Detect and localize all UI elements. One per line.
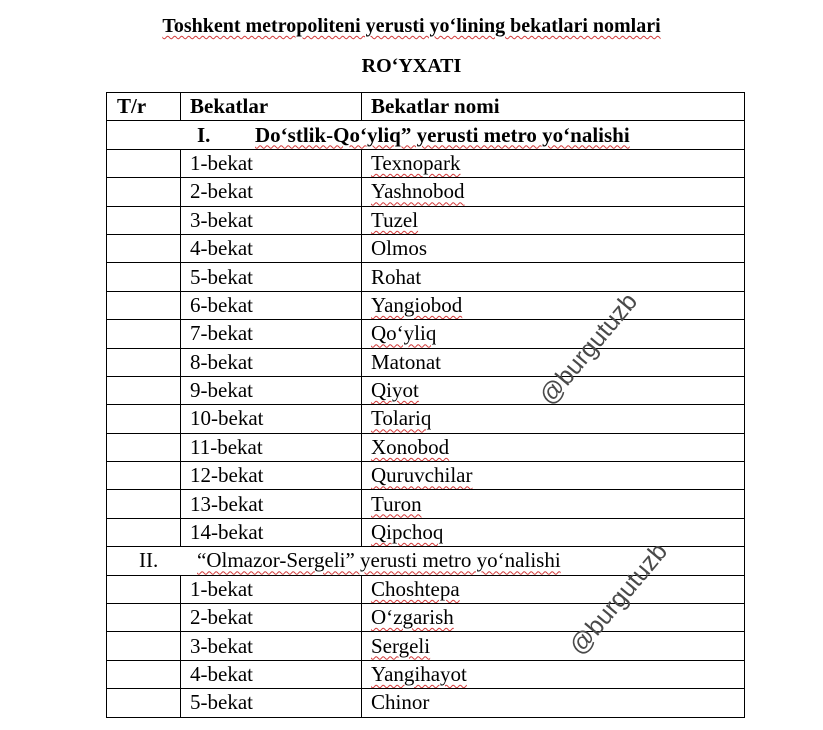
station-name: Yangihayot <box>371 662 467 686</box>
row-number-cell <box>107 149 181 177</box>
station-name-cell <box>362 632 745 660</box>
station-name: Yangiobod <box>371 292 463 317</box>
station-name: Tolariq <box>371 406 432 431</box>
station-name: Turon <box>371 491 422 516</box>
station-name-cell <box>362 660 745 688</box>
station-label-cell: 11-bekat <box>181 433 362 461</box>
row-number-cell <box>107 348 181 376</box>
section-name: Do‘stlik-Qo‘yliq” yerusti metro yo‘nalishi <box>255 122 630 147</box>
station-label-cell: 12-bekat <box>181 462 362 490</box>
station-label-cell: 13-bekat <box>181 490 362 518</box>
section-name: “Olmazor-Sergeli” yerusti metro yo‘nalishi <box>197 548 561 573</box>
station-name-cell <box>362 518 745 546</box>
row-number-cell <box>107 376 181 404</box>
station-name-cell <box>362 263 745 291</box>
station-name: Qipchoq <box>371 520 444 545</box>
station-label-cell: 9-bekat <box>181 376 362 404</box>
section-number: I. <box>197 122 211 147</box>
station-label-cell: 3-bekat <box>181 632 362 660</box>
table-row <box>107 405 745 433</box>
table-row <box>107 433 745 461</box>
section-title <box>107 121 745 149</box>
station-label-cell: 1-bekat <box>181 575 362 603</box>
row-number-cell <box>107 206 181 234</box>
table-header-row <box>107 93 745 121</box>
row-number-cell <box>107 263 181 291</box>
table-row <box>107 263 745 291</box>
station-label-cell: 2-bekat <box>181 178 362 206</box>
station-label-cell: 4-bekat <box>181 234 362 262</box>
station-name: Matonat <box>371 349 441 374</box>
station-label-cell: 5-bekat <box>181 263 362 291</box>
row-number-cell <box>107 660 181 688</box>
row-number-cell <box>107 518 181 546</box>
station-name: Texnopark <box>371 150 461 175</box>
station-name-cell <box>362 234 745 262</box>
row-number-cell <box>107 632 181 660</box>
table-row <box>107 234 745 262</box>
station-name-cell <box>362 604 745 632</box>
station-name: Quruvchilar <box>371 463 473 488</box>
station-name: Chinor <box>371 690 430 715</box>
station-name-cell <box>362 575 745 603</box>
station-label-cell: 3-bekat <box>181 206 362 234</box>
station-name: Yashnobod <box>371 179 465 204</box>
table-row <box>107 320 745 348</box>
table-row <box>107 689 745 717</box>
station-label-cell: 10-bekat <box>181 405 362 433</box>
station-name: Rohat <box>371 264 422 289</box>
document-subtitle: RO‘YXATI <box>361 55 462 77</box>
station-name-cell <box>362 149 745 177</box>
station-name-cell <box>362 178 745 206</box>
row-number-cell <box>107 178 181 206</box>
table-row <box>107 291 745 319</box>
station-name-cell <box>362 462 745 490</box>
station-name-cell <box>362 433 745 461</box>
row-number-cell <box>107 604 181 632</box>
watermark-text: @burgutuzb <box>563 537 674 661</box>
station-name: Choshtepa <box>371 576 460 601</box>
table-row <box>107 490 745 518</box>
station-label-cell: 7-bekat <box>181 320 362 348</box>
station-name: Xonobod <box>371 434 450 459</box>
row-number-cell <box>107 490 181 518</box>
table-row <box>107 348 745 376</box>
row-number-cell <box>107 291 181 319</box>
station-name: Qo‘yliq <box>371 321 437 346</box>
document-title: Toshkent metropoliteni yerusti yo‘lining bekatlari nomlari <box>162 15 661 37</box>
header-station-names: Bekatlar nomi <box>362 93 745 121</box>
table-row <box>107 376 745 404</box>
stations-table <box>106 92 745 718</box>
section-number: II. <box>139 548 159 573</box>
header-stations: Bekatlar <box>181 93 362 121</box>
station-name: O‘zgarish <box>371 605 454 630</box>
row-number-cell <box>107 575 181 603</box>
table-row <box>107 206 745 234</box>
row-number-cell <box>107 433 181 461</box>
station-name-cell <box>362 490 745 518</box>
header-number: T/r <box>107 93 181 121</box>
row-number-cell <box>107 320 181 348</box>
station-name-cell <box>362 291 745 319</box>
station-name-cell <box>362 320 745 348</box>
watermark-text: @burgutuzb <box>533 287 644 411</box>
station-name: Tuzel <box>371 207 419 232</box>
row-number-cell <box>107 462 181 490</box>
table-row <box>107 604 745 632</box>
station-name-cell <box>362 206 745 234</box>
row-number-cell <box>107 234 181 262</box>
station-label-cell: 8-bekat <box>181 348 362 376</box>
row-number-cell <box>107 689 181 717</box>
table-row <box>107 632 745 660</box>
row-number-cell <box>107 405 181 433</box>
table-row <box>107 462 745 490</box>
station-name: Qiyot <box>371 378 419 403</box>
station-label-cell: 2-bekat <box>181 604 362 632</box>
table-row <box>107 660 745 688</box>
station-label-cell: 14-bekat <box>181 518 362 546</box>
station-label-cell: 4-bekat <box>181 660 362 688</box>
station-name-cell <box>362 689 745 717</box>
table-row <box>107 149 745 177</box>
station-name: Sergeli <box>371 633 431 658</box>
station-label-cell: 5-bekat <box>181 689 362 717</box>
section-row <box>107 121 745 149</box>
station-label-cell: 6-bekat <box>181 291 362 319</box>
station-name: Olmos <box>371 236 428 261</box>
station-label-cell: 1-bekat <box>181 149 362 177</box>
table-row <box>107 178 745 206</box>
